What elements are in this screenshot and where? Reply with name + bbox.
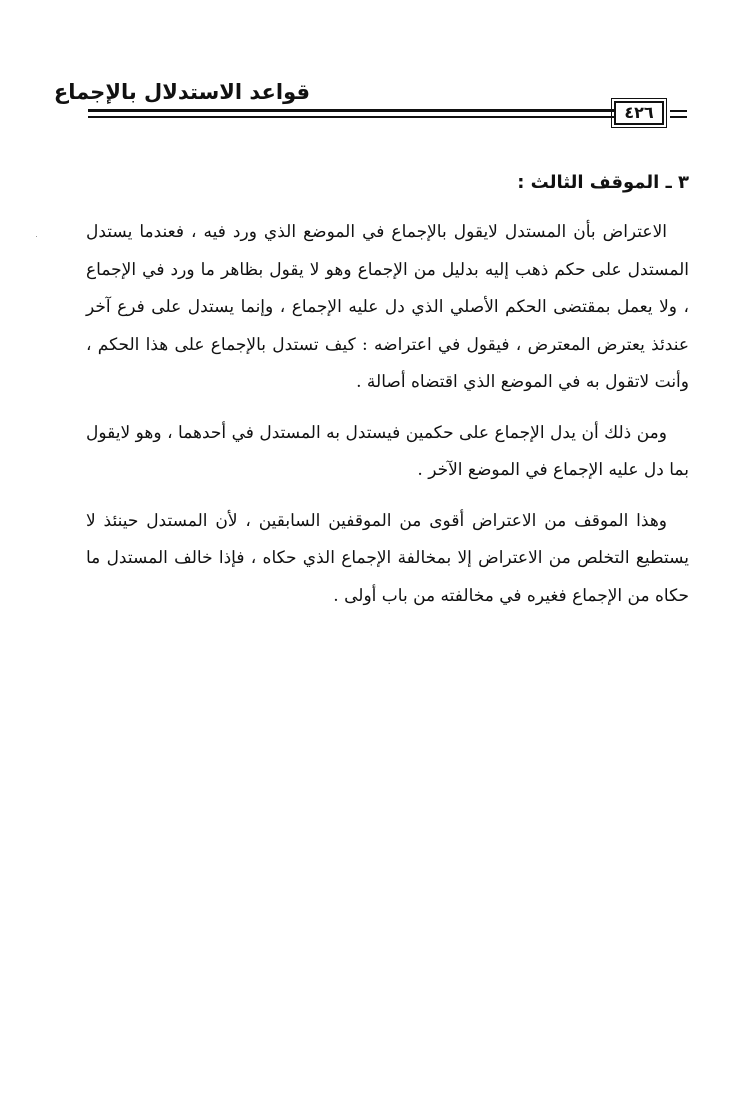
header-rule-thin — [88, 116, 614, 118]
page-number: ٤٢٦ — [614, 101, 664, 125]
paragraph-2: ومن ذلك أن يدل الإجماع على حكمين فيستدل به المستدل في أحدهما ، وهو لايقول بما دل عليه الإجماع في الموضع الآخر . — [86, 422, 689, 480]
paragraph-3: وهذا الموقف من الاعتراض أقوى من الموقفين السابقين ، لأن المستدل حينئذ لا يستطيع التخلص من الاعتراض إلا بمخالفة الإجماع الذي حكاه ، فإذا خالف المستدل ما حكاه من الإجماع فغيره في مخالفته من باب أولى . — [86, 510, 689, 606]
paragraph-1: الاعتراض بأن المستدل لايقول بالإجماع في الموضع الذي ورد فيه ، فعندما يستدل المستدل على حكم ذهب إليه بدليل من الإجماع وهو لا يقول بظاهر ما ورد في الإجماع ، ولا يعمل بمقتضى الحكم الأصلي الذي دل عليه الإجماع ، وإنما يستدل على فرع آخر عندئذ يعترض المعترض ، فيقول في اعتراضه : كيف تستدل بالإجماع على هذا الحكم ، وأنت لاتقول به في الموضع الذي اقتضاه أصالة . — [86, 222, 689, 392]
main-text — [86, 166, 689, 628]
running-header-title: قواعد الاستدلال بالإجماع — [53, 80, 310, 104]
scan-speck — [36, 236, 37, 237]
section-heading: ٣ ـ الموقف الثالث : — [517, 172, 689, 193]
header-rule-right-top — [670, 110, 687, 112]
header-rule-thick — [88, 109, 614, 112]
header-rule-right-bottom — [670, 116, 687, 118]
